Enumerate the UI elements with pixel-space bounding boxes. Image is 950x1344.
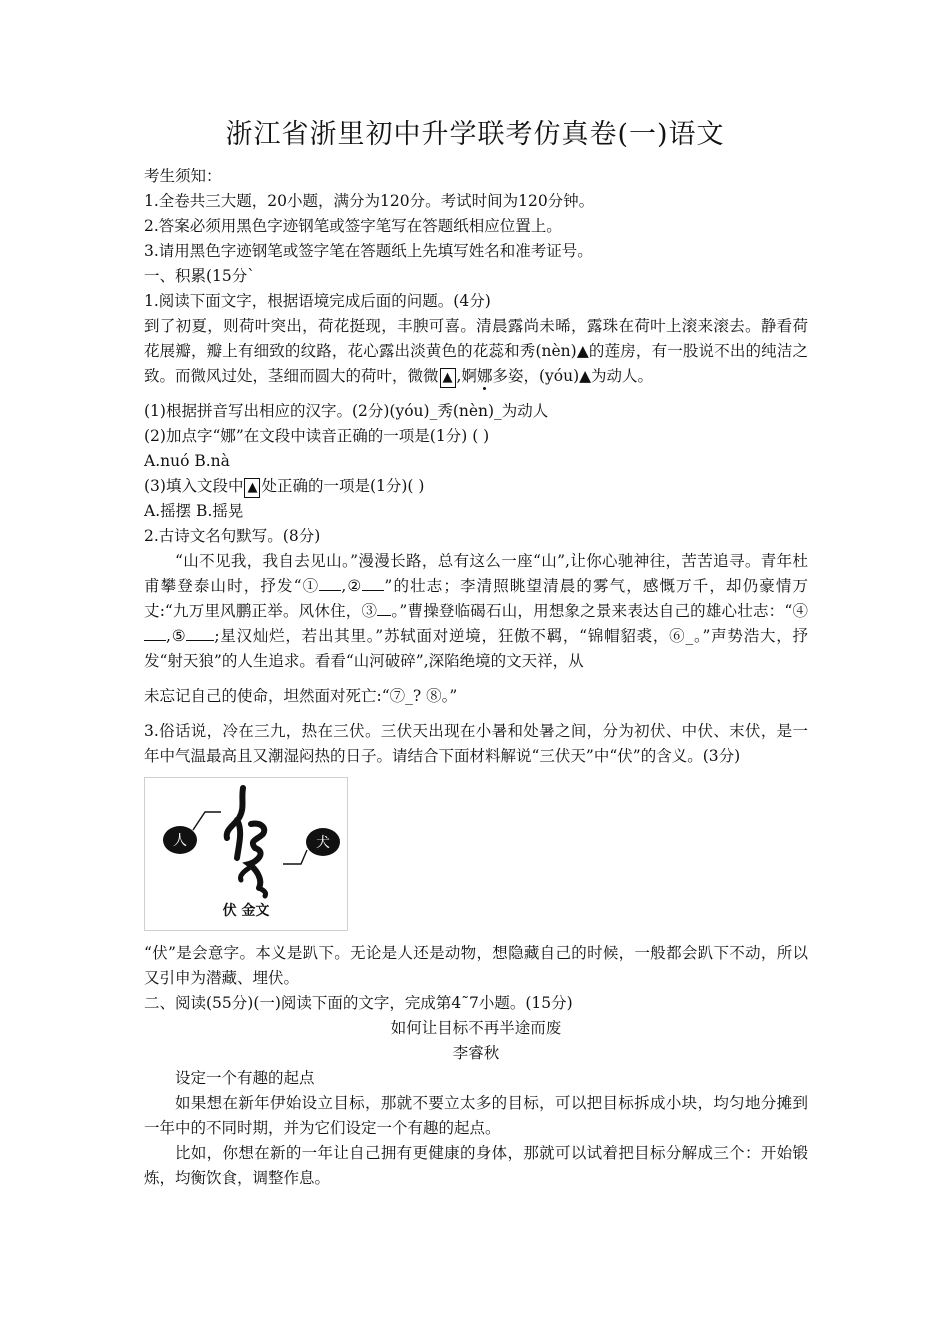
- triangle-blank-box: ▲: [244, 478, 260, 498]
- fill-blank: [319, 576, 341, 591]
- passage-text: ,婀: [456, 367, 477, 385]
- passage-text: 到了初夏，则荷叶突出，荷花挺现，丰腴可喜。清晨露尚未晞，露珠在荷叶上滚来滚去。静看荷花展瓣，瓣上有细致的纹路，花心露出淡黄色的花蕊和秀(nèn)▲的莲房，有一股说不出的纯洁之致。而微风过处，茎细而圆大的荷叶，微微: [144, 317, 808, 385]
- article-paragraph: 比如，你想在新的一年让自己拥有更健康的身体，那就可以试着把目标分解成三个：开始锻炼，均衡饮食，调整作息。: [144, 1144, 808, 1187]
- poetry-passage-end: 未忘记自己的使命，坦然面对死亡:“⑦_? ⑧。”: [144, 687, 458, 705]
- fill-blank: [377, 601, 391, 616]
- section-heading: 一、积累(15分`: [144, 267, 256, 285]
- notice-item: 2.答案必须用黑色字迹钢笔或签字笔写在答题纸相应位置上。: [144, 217, 562, 235]
- question-stem: 3.俗话说，冷在三九，热在三伏。三伏天出现在小暑和处暑之间，分为初伏、中伏、末伏，是一年中气温最高且又潮湿闷热的日子。请结合下面材料解说“三伏天”中“伏”的含义。(3分): [144, 722, 808, 765]
- jinwen-fu-figure: [144, 777, 348, 931]
- section-heading: 二、阅读(55分)(一)阅读下面的文字，完成第4˜7小题。(15分): [144, 994, 573, 1012]
- sub-question-text: 处正确的一项是(1分)( ): [261, 477, 425, 495]
- passage-text: ,⑤: [166, 627, 187, 645]
- passage-text: 。”曹操登临碣石山，用想象之景来表达自己的雄心壮志：“④: [391, 602, 808, 620]
- sub-question-text: (3)填入文段中: [144, 477, 244, 495]
- passage-text: ,②: [341, 577, 363, 595]
- answer-options: A.nuó B.nà: [144, 452, 230, 470]
- explanation-text: “伏”是会意字。本义是趴下。无论是人还是动物，想隐藏自己的时候，一般都会趴下不动，所以又引申为潜藏、埋伏。: [144, 944, 808, 987]
- reading-passage: [144, 314, 808, 389]
- article-subheading: 设定一个有趣的起点: [175, 1069, 315, 1087]
- passage-text: 多姿，(yóu)▲为动人。: [492, 367, 654, 385]
- exam-content: [144, 164, 808, 1191]
- article-author: 李睿秋: [452, 1044, 500, 1062]
- notice-item: 3.请用黑色字迹钢笔或签字笔在答题纸上先填写姓名和准考证号。: [144, 242, 593, 260]
- page-title: 浙江省浙里初中升学联考仿真卷(一)语文: [225, 119, 725, 150]
- passage-text: “山不见我，我自去见山。”漫漫长路，总有这么一座“山”,让你心驰神往，苦苦追寻。青年杜甫攀登泰山时，抒发“①: [144, 552, 808, 595]
- passage-text: ”的壮志；李清照眺望清晨的雾气，感慨万千，却仍豪情万丈:“九万里风鹏正举。风休住，③: [144, 577, 808, 620]
- poetry-passage: [144, 549, 808, 674]
- figure-label-quan: 犬: [316, 835, 330, 851]
- question-stem: 2.古诗文名句默写。(8分): [144, 527, 321, 545]
- answer-options: A.摇摆 B.摇晃: [144, 502, 244, 520]
- notice-item: 1.全卷共三大题，20小题，满分为120分。考试时间为120分钟。: [144, 192, 595, 210]
- sub-question: (2)加点字“娜”在文段中读音正确的一项是(1分) ( ): [144, 427, 490, 445]
- notice-heading: 考生须知：: [144, 167, 222, 185]
- question-stem: 1.阅读下面文字，根据语境完成后面的问题。(4分): [144, 292, 491, 310]
- triangle-blank-box: ▲: [440, 368, 456, 388]
- dotted-character: 娜: [476, 367, 493, 385]
- figure-label-ren: 人: [173, 833, 187, 849]
- article-paragraph: 如果想在新年伊始设立目标，那就不要立太多的目标，可以把目标拆成小块，均匀地分摊到一年中的不同时期，并为它们设定一个有趣的起点。: [144, 1094, 808, 1137]
- fill-blank: [186, 626, 214, 641]
- sub-question: [144, 474, 808, 499]
- figure-caption: 伏 金文: [222, 903, 270, 919]
- fill-blank: [144, 626, 166, 641]
- passage-text: ;星汉灿烂，若出其里。”苏轼面对逆境，狂傲不羁，“锦帽貂裘，⑥_。”声势浩大，抒发“射天狼”的人生追求。看看“山河破碎”,深陷绝境的文天祥，从: [144, 627, 808, 670]
- article-title: 如何让目标不再半途而废: [390, 1019, 562, 1037]
- fill-blank: [362, 576, 384, 591]
- sub-question: (1)根据拼音写出相应的汉字。(2分)(yóu)_秀(nèn)_为动人: [144, 402, 549, 420]
